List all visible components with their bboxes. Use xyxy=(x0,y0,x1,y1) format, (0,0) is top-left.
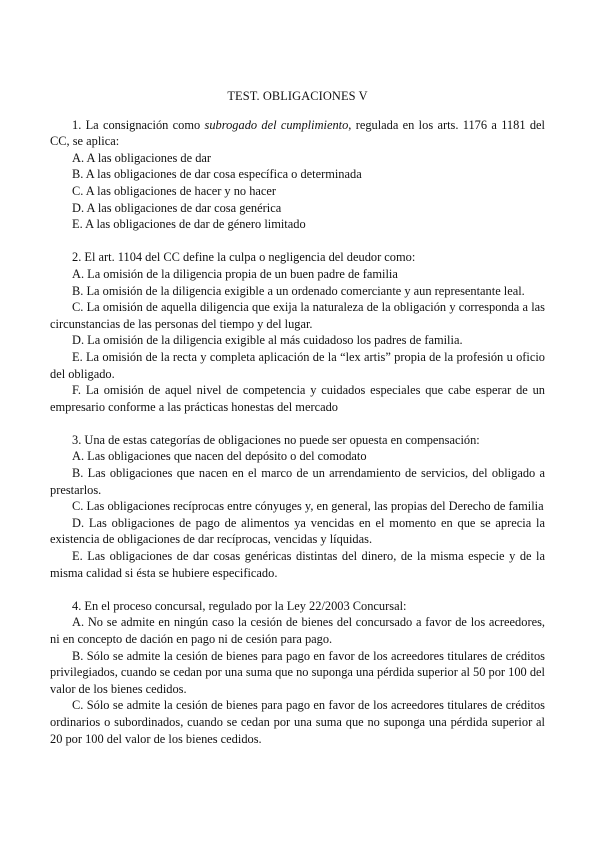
option-c: C. A las obligaciones de hacer y no hacer xyxy=(72,183,277,198)
option-d: D. Las obligaciones de pago de alimentos ya vencidas en el momento en que se aprecia la existencia de obligaciones de dar recíprocas, vencidas y líquidas. xyxy=(50,515,545,547)
option-d: D. La omisión de la diligencia exigible al más cuidadoso los padres de familia. xyxy=(72,333,463,348)
option-e: E. La omisión de la recta y completa aplicación de la “lex artis” propia de la profesión u oficio del obligado. xyxy=(50,349,545,381)
option-a: A. La omisión de la diligencia propia de un buen padre de familia xyxy=(72,266,398,281)
stem-text: 1. La consignación como xyxy=(72,117,205,132)
option-a: A. No se admite en ningún caso la cesión de bienes del concursado a favor de los acreedores, ni en concepto de dación en pago ni de cesión para pago. xyxy=(50,615,545,646)
option-c: C. La omisión de aquella diligencia que exija la naturaleza de la obligación y corresponda a las circunstancias de las personas del tiempo y del lugar. xyxy=(50,300,545,331)
question-2 xyxy=(50,249,545,415)
document-title: TEST. OBLIGACIONES V xyxy=(227,89,368,103)
option-e: E. Las obligaciones de dar cosas genéricas distintas del dinero, de la misma especie y de la misma calidad si ésta se hubiere especificado. xyxy=(50,549,545,580)
question-3 xyxy=(50,432,545,581)
question-1 xyxy=(50,117,545,233)
option-b: B. Las obligaciones que nacen en el marco de un arrendamiento de servicios, del obligado a prestarlos. xyxy=(50,466,545,497)
question-stem: 2. El art. 1104 del CC define la culpa o negligencia del deudor como: xyxy=(72,250,416,265)
option-c: C. Sólo se admite la cesión de bienes para pago en favor de los acreedores titulares de créditos ordinarios o subordinados, cuando se cedan por una suma que no suponga una pérdida superior al 20 por 100 del valor de los bienes cedidos. xyxy=(50,698,545,746)
question-4 xyxy=(50,598,545,747)
option-c: C. Las obligaciones recíprocas entre cónyuges y, en general, las propias del Derecho de familia xyxy=(72,499,544,514)
option-f: F. La omisión de aquel nivel de competencia y cuidados especiales que cabe esperar de un empresario conforme a las prácticas honestas del mercado xyxy=(50,383,545,414)
question-stem: 4. En el proceso concursal, regulado por la Ley 22/2003 Concursal: xyxy=(72,598,407,613)
option-b: B. Sólo se admite la cesión de bienes para pago en favor de los acreedores titulares de créditos privilegiados, cuando se cedan por una suma que no suponga una pérdida superior al 50 por 100 del valor de los bienes cedidos. xyxy=(50,648,545,696)
question-stem: 3. Una de estas categorías de obligaciones no puede ser opuesta en compensación: xyxy=(72,432,480,447)
option-b: B. A las obligaciones de dar cosa específica o determinada xyxy=(72,167,362,182)
stem-italic-text: subrogado del cumplimiento xyxy=(204,117,349,132)
option-d: D. A las obligaciones de dar cosa genérica xyxy=(72,200,282,215)
stem-text: , regulada en los arts. 1176 a 1181 del CC, se aplica: xyxy=(50,117,545,149)
question-stem xyxy=(50,117,545,150)
option-b: B. La omisión de la diligencia exigible a un ordenado comerciante y aun representante leal. xyxy=(72,283,525,298)
document-page xyxy=(50,88,545,764)
option-a: A. Las obligaciones que nacen del depósito o del comodato xyxy=(72,449,367,464)
option-e: E. A las obligaciones de dar de género limitado xyxy=(72,217,306,232)
option-a: A. A las obligaciones de dar xyxy=(72,150,212,165)
